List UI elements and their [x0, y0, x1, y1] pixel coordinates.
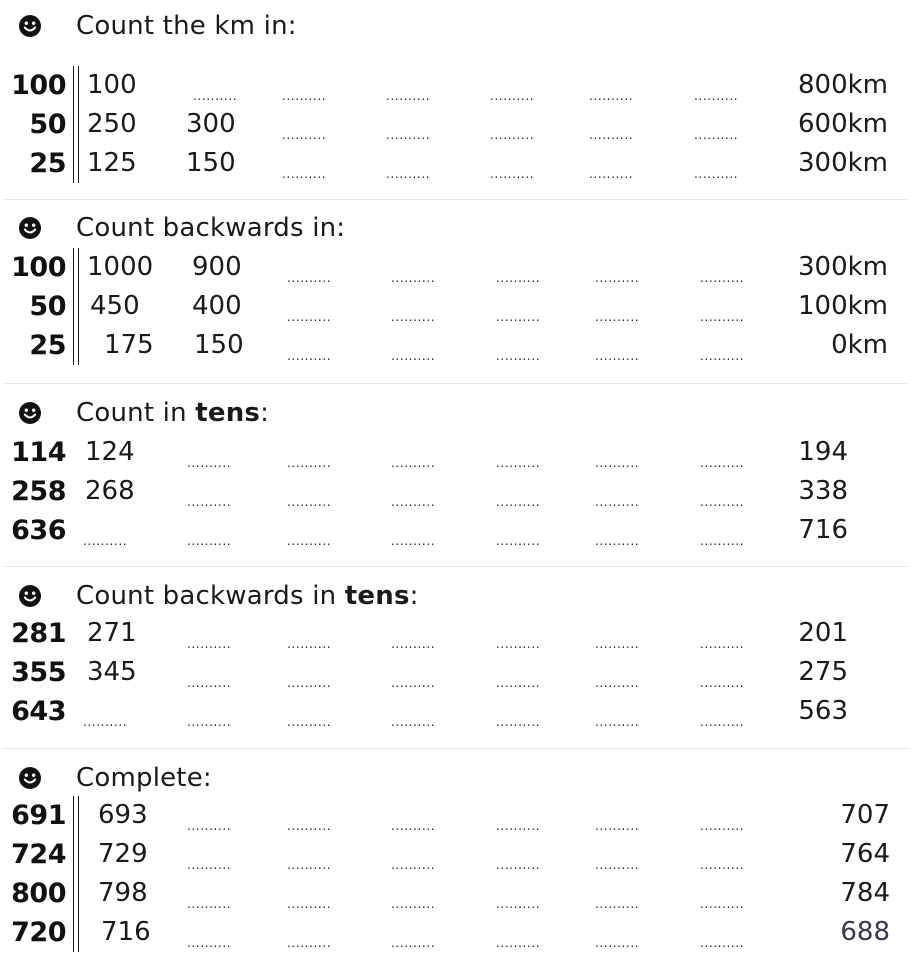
start-number: 800 — [11, 878, 66, 909]
answer-blank[interactable]: .......... — [700, 271, 745, 285]
answer-blank[interactable]: .......... — [391, 349, 436, 363]
answer-blank[interactable]: .......... — [287, 349, 332, 363]
end-number: 563 — [798, 696, 848, 726]
given-number: 400 — [192, 291, 242, 321]
answer-blank[interactable]: .......... — [287, 637, 332, 651]
answer-blank[interactable]: .......... — [193, 89, 238, 103]
step-label: 25 — [29, 148, 66, 179]
answer-blank[interactable]: .......... — [700, 456, 745, 470]
answer-blank[interactable]: .......... — [694, 89, 739, 103]
double-bar-divider — [73, 326, 79, 365]
end-number: 194 — [798, 437, 848, 467]
double-bar-divider — [73, 874, 79, 913]
end-number: 300km — [797, 148, 888, 178]
step-label: 50 — [29, 291, 66, 322]
smiley-icon — [18, 584, 42, 608]
answer-blank[interactable]: .......... — [496, 936, 541, 950]
sequence-row — [0, 835, 912, 874]
answer-blank[interactable]: .......... — [187, 676, 232, 690]
given-number: 693 — [98, 800, 148, 830]
given-number: 271 — [87, 618, 137, 648]
sequence-row — [0, 287, 912, 326]
answer-blank[interactable]: .......... — [287, 676, 332, 690]
answer-blank[interactable]: .......... — [287, 819, 332, 833]
double-bar-divider — [73, 248, 79, 287]
sequence-row — [0, 874, 912, 913]
sequence-row — [0, 105, 912, 144]
section-title: Count backwards in tens: — [76, 581, 419, 611]
sequence-row — [0, 144, 912, 183]
end-number: 707 — [840, 800, 890, 830]
smiley-icon — [18, 766, 42, 790]
answer-blank[interactable]: .......... — [287, 271, 332, 285]
double-bar-divider — [73, 913, 79, 952]
answer-blank[interactable]: .......... — [386, 167, 431, 181]
answer-blank[interactable]: .......... — [287, 534, 332, 548]
start-number: 724 — [11, 839, 66, 870]
answer-blank[interactable]: .......... — [187, 495, 232, 509]
answer-blank[interactable]: .......... — [83, 715, 128, 729]
answer-blank[interactable]: .......... — [700, 936, 745, 950]
answer-blank[interactable]: .......... — [496, 534, 541, 548]
answer-blank[interactable]: .......... — [187, 858, 232, 872]
smiley-icon — [18, 216, 42, 240]
answer-blank[interactable]: .......... — [187, 819, 232, 833]
answer-blank[interactable]: .......... — [595, 534, 640, 548]
answer-blank[interactable]: .......... — [700, 715, 745, 729]
start-number: 355 — [11, 657, 66, 688]
answer-blank[interactable]: .......... — [595, 715, 640, 729]
start-number: 636 — [11, 515, 66, 546]
step-label: 25 — [29, 330, 66, 361]
given-number: 716 — [101, 917, 151, 947]
end-number: 338 — [798, 476, 848, 506]
section-title: Count in tens: — [76, 398, 270, 428]
answer-blank[interactable]: .......... — [595, 271, 640, 285]
end-number: 800km — [797, 70, 888, 100]
answer-blank[interactable]: .......... — [589, 128, 634, 142]
double-bar-divider — [73, 287, 79, 326]
answer-blank[interactable]: .......... — [700, 637, 745, 651]
start-number: 720 — [11, 917, 66, 948]
answer-blank[interactable]: .......... — [287, 715, 332, 729]
answer-blank[interactable]: .......... — [187, 637, 232, 651]
answer-blank[interactable]: .......... — [496, 310, 541, 324]
answer-blank[interactable]: .......... — [595, 349, 640, 363]
start-number: 281 — [11, 618, 66, 649]
answer-blank[interactable]: .......... — [391, 271, 436, 285]
given-number: 268 — [85, 476, 135, 506]
answer-blank[interactable]: .......... — [595, 936, 640, 950]
answer-blank[interactable]: .......... — [496, 271, 541, 285]
sequence-row — [0, 472, 912, 511]
answer-blank[interactable]: .......... — [391, 534, 436, 548]
section-divider — [4, 383, 908, 384]
section-divider — [4, 566, 908, 567]
answer-blank[interactable]: .......... — [694, 128, 739, 142]
section-divider — [4, 748, 908, 749]
given-number: 1000 — [87, 252, 154, 282]
answer-blank[interactable]: .......... — [700, 897, 745, 911]
answer-blank[interactable]: .......... — [287, 897, 332, 911]
sequence-row — [0, 692, 912, 731]
answer-blank[interactable]: .......... — [595, 637, 640, 651]
answer-blank[interactable]: .......... — [287, 936, 332, 950]
answer-blank[interactable]: .......... — [595, 858, 640, 872]
smiley-icon — [18, 14, 42, 38]
answer-blank[interactable]: .......... — [187, 936, 232, 950]
answer-blank[interactable]: .......... — [595, 819, 640, 833]
answer-blank[interactable]: .......... — [391, 819, 436, 833]
sequence-row — [0, 796, 912, 835]
answer-blank[interactable]: .......... — [282, 89, 327, 103]
answer-blank[interactable]: .......... — [391, 310, 436, 324]
answer-blank[interactable]: .......... — [187, 456, 232, 470]
answer-blank[interactable]: .......... — [496, 819, 541, 833]
answer-blank[interactable]: .......... — [391, 936, 436, 950]
answer-blank[interactable]: .......... — [496, 858, 541, 872]
sequence-row — [0, 248, 912, 287]
start-number: 114 — [11, 437, 66, 468]
step-label: 100 — [11, 70, 66, 101]
answer-blank[interactable]: .......... — [287, 456, 332, 470]
given-number: 150 — [186, 148, 236, 178]
end-number: 0km — [831, 330, 888, 360]
answer-blank[interactable]: .......... — [496, 676, 541, 690]
section-title: Count the km in: — [76, 11, 297, 41]
answer-blank[interactable]: .......... — [187, 897, 232, 911]
end-number: 275 — [798, 657, 848, 687]
start-number: 691 — [11, 800, 66, 831]
section-title: Count backwards in: — [76, 213, 346, 243]
answer-blank[interactable]: .......... — [496, 495, 541, 509]
answer-blank[interactable]: .......... — [496, 456, 541, 470]
answer-blank[interactable]: .......... — [391, 637, 436, 651]
answer-blank[interactable]: .......... — [391, 715, 436, 729]
answer-blank[interactable]: .......... — [391, 456, 436, 470]
end-number: 764 — [840, 839, 890, 869]
double-bar-divider — [73, 105, 79, 144]
end-number: 201 — [798, 618, 848, 648]
double-bar-divider — [73, 144, 79, 183]
answer-blank[interactable]: .......... — [187, 715, 232, 729]
sequence-row — [0, 653, 912, 692]
start-number: 643 — [11, 696, 66, 727]
given-number: 300 — [186, 109, 236, 139]
answer-blank[interactable]: .......... — [282, 128, 327, 142]
double-bar-divider — [73, 796, 79, 835]
section-title: Complete: — [76, 763, 212, 793]
given-number: 250 — [87, 109, 137, 139]
given-number: 175 — [104, 330, 154, 360]
sequence-row — [0, 433, 912, 472]
given-number: 345 — [87, 657, 137, 687]
answer-blank[interactable]: .......... — [496, 349, 541, 363]
answer-blank[interactable]: .......... — [490, 89, 535, 103]
sequence-row — [0, 326, 912, 365]
answer-blank[interactable]: .......... — [589, 89, 634, 103]
answer-blank[interactable]: .......... — [490, 167, 535, 181]
answer-blank[interactable]: .......... — [391, 495, 436, 509]
sequence-row — [0, 66, 912, 105]
given-number: 100 — [87, 70, 137, 100]
answer-blank[interactable]: .......... — [287, 858, 332, 872]
smiley-icon — [18, 401, 42, 425]
answer-blank[interactable]: .......... — [496, 715, 541, 729]
answer-blank[interactable]: .......... — [700, 495, 745, 509]
answer-blank[interactable]: .......... — [83, 534, 128, 548]
given-number: 150 — [194, 330, 244, 360]
given-number: 729 — [98, 839, 148, 869]
answer-blank[interactable]: .......... — [282, 167, 327, 181]
start-number: 258 — [11, 476, 66, 507]
given-number: 900 — [192, 252, 242, 282]
answer-blank[interactable]: .......... — [187, 534, 232, 548]
answer-blank[interactable]: .......... — [391, 676, 436, 690]
answer-blank[interactable]: .......... — [595, 456, 640, 470]
answer-blank[interactable]: .......... — [700, 676, 745, 690]
answer-blank[interactable]: .......... — [386, 128, 431, 142]
step-label: 100 — [11, 252, 66, 283]
section-divider — [4, 199, 908, 200]
given-number: 798 — [98, 878, 148, 908]
sequence-row — [0, 614, 912, 653]
end-number: 600km — [797, 109, 888, 139]
answer-blank[interactable]: .......... — [595, 897, 640, 911]
answer-blank[interactable]: .......... — [287, 310, 332, 324]
answer-blank[interactable]: .......... — [287, 495, 332, 509]
answer-blank[interactable]: .......... — [595, 495, 640, 509]
given-number: 124 — [85, 437, 135, 467]
answer-blank[interactable]: .......... — [700, 819, 745, 833]
answer-blank[interactable]: .......... — [490, 128, 535, 142]
end-number: 688 — [840, 917, 890, 947]
end-number: 100km — [797, 291, 888, 321]
answer-blank[interactable]: .......... — [700, 310, 745, 324]
given-number: 450 — [90, 291, 140, 321]
sequence-row — [0, 511, 912, 550]
answer-blank[interactable]: .......... — [595, 310, 640, 324]
answer-blank[interactable]: .......... — [391, 858, 436, 872]
answer-blank[interactable]: .......... — [391, 897, 436, 911]
answer-blank[interactable]: .......... — [700, 349, 745, 363]
answer-blank[interactable]: .......... — [700, 858, 745, 872]
double-bar-divider — [73, 66, 79, 105]
end-number: 716 — [798, 515, 848, 545]
step-label: 50 — [29, 109, 66, 140]
answer-blank[interactable]: .......... — [589, 167, 634, 181]
sequence-row — [0, 913, 912, 952]
answer-blank[interactable]: .......... — [694, 167, 739, 181]
double-bar-divider — [73, 835, 79, 874]
answer-blank[interactable]: .......... — [595, 676, 640, 690]
answer-blank[interactable]: .......... — [386, 89, 431, 103]
answer-blank[interactable]: .......... — [700, 534, 745, 548]
answer-blank[interactable]: .......... — [496, 637, 541, 651]
end-number: 300km — [797, 252, 888, 282]
given-number: 125 — [87, 148, 137, 178]
end-number: 784 — [840, 878, 890, 908]
answer-blank[interactable]: .......... — [496, 897, 541, 911]
